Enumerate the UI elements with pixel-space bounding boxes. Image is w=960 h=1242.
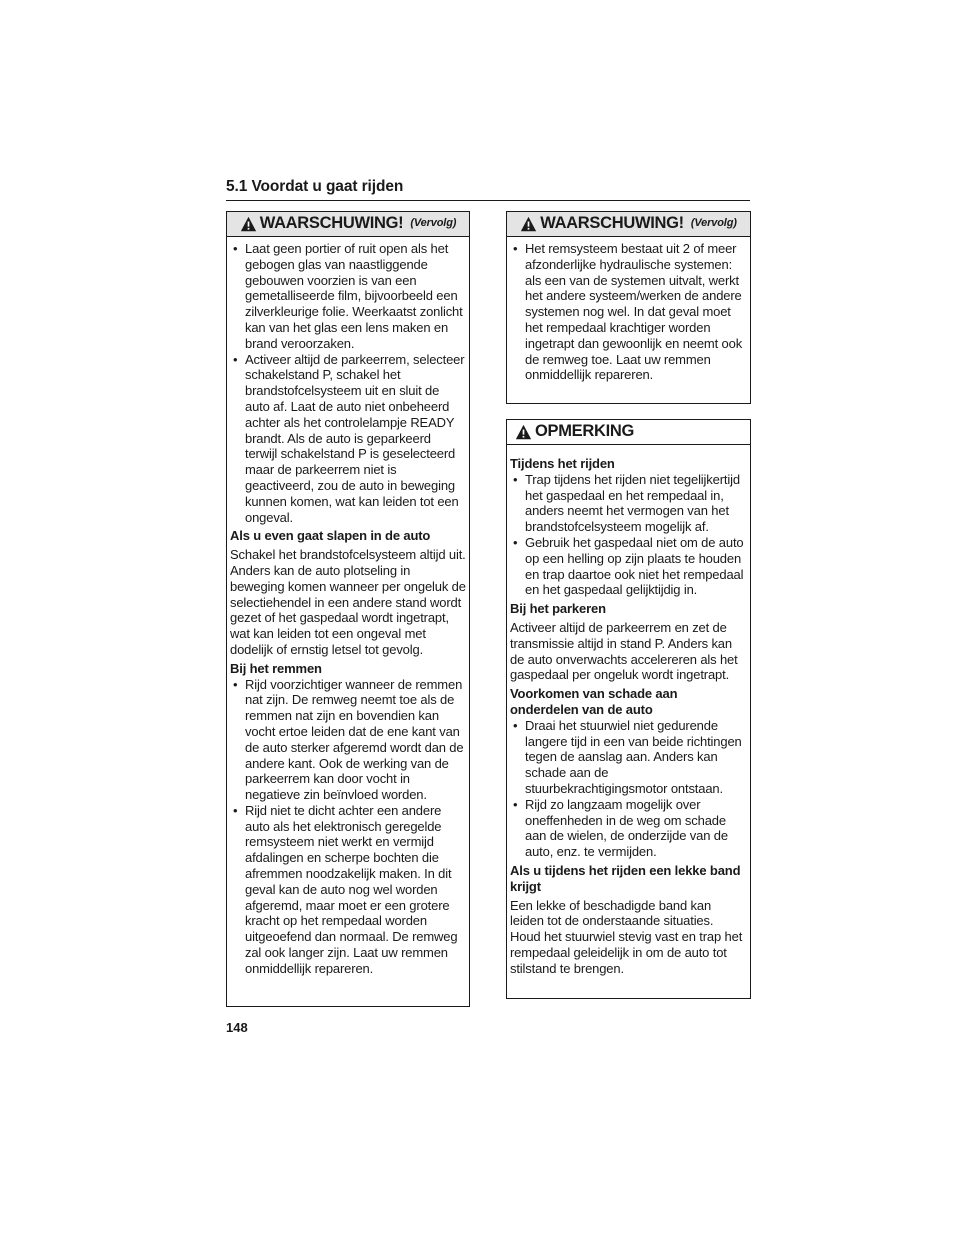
warning-triangle-icon xyxy=(240,216,257,233)
list-item: • Het remsysteem bestaat uit 2 of meer afzonderlijke hydraulische systemen: als een van de systemen uitvalt, werkt het andere systeem/werken de andere systemen nog wel. In dat geval moet het rempedaal krachtiger worden ingetrapt dan gewoonlijk en neemt ook de remweg toe. Laat uw remmen onmiddellijk repareren. xyxy=(513,241,743,383)
subheading: Bij het parkeren xyxy=(510,601,606,617)
note-title: OPMERKING xyxy=(535,422,635,441)
page-number: 148 xyxy=(226,1020,248,1035)
list-item: • Rijd niet te dicht achter een andere auto als het elektronisch geregelde remsysteem niet werkt en vermijd afdalingen en scherpe bochten die afremmen noodzakelijk maken. In dit geval kan de auto nog wel worden afgeremd, maar moet er een grotere kracht op het rempedaal worden uitgeoefend dan normaal. De remweg zal ook langer zijn. Laat uw remmen onmiddellijk repareren. xyxy=(233,802,458,976)
paragraph: Activeer altijd de parkeerrem en zet de transmissie altijd in stand P. Anders kan de auto onverwachts accelereren als het gaspedaal per ongeluk wordt ingetrapt. xyxy=(510,619,738,683)
paragraph: Schakel het brandstofcelsysteem altijd uit. Anders kan de auto plotseling in beweging komen wanneer per ongeluk de selectiehendel in een andere stand wordt gezet of het gaspedaal wordt ingetrapt, wat kan leiden tot een ongeval met dodelijk of ernstig letsel tot gevolg. xyxy=(230,547,466,657)
list-item: • Draai het stuurwiel niet gedurende langere tijd in een van beide richtingen tegen de aanslag aan. Anders kan schade aan de stuurbekrachtigingsmotor ontstaan. xyxy=(513,717,742,796)
warning-triangle-icon xyxy=(515,424,532,441)
warning-box-left xyxy=(226,211,470,1007)
list-item: • Laat geen portier of ruit open als het gebogen glas van naastliggende gebouwen voorzien is van een gemetalliseerde film, bijvoorbeeld een zilverkleurige folie. Weerkaatst zonlicht kan van het glas een lens maken en brand veroorzaken. xyxy=(233,241,463,351)
list-item: • Activeer altijd de parkeerrem, selecteer schakelstand P, schakel het brandstofcelsysteem uit en sluit de auto af. Laat de auto niet onbeheerd achter als het controlelampje READY brandt. Als de auto is geparkeerd terwijl schakelstand P is geselecteerd maar de parkeerrem niet is geactiveerd, zou de auto in beweging kunnen komen, wat kan leiden tot een ongeval. xyxy=(233,351,465,525)
subheading: Als u tijdens het rijden een lekke band krijgt xyxy=(510,862,741,894)
warning-title: WAARSCHUWING! xyxy=(540,214,684,233)
list-item: • Rijd zo langzaam mogelijk over oneffenheden in de weg om schade aan de wielen, de onderzijde van de auto, enz. te vermijden. xyxy=(513,796,728,860)
warning-body xyxy=(227,237,469,977)
warning-title: WAARSCHUWING! xyxy=(259,214,404,233)
list-item: • Gebruik het gaspedaal niet om de auto op een helling op zijn plaats te houden en trap daartoe ook niet het rempedaal en het gaspedaal gelijktijdig in. xyxy=(513,534,744,598)
note-body xyxy=(507,445,750,977)
subheading: Tijdens het rijden xyxy=(510,456,615,471)
list-item: • Rijd voorzichtiger wanneer de remmen nat zijn. De remweg neemt toe als de remmen nat zijn en bovendien kan vocht ertoe leiden dat de ene kant van de auto sterker afgeremd wordt dan de andere kant. Ook de werking van de parkeerrem kan door vocht in negatieve zin beïnvloed worden. xyxy=(233,676,464,803)
warning-triangle-icon xyxy=(520,216,537,233)
warning-subtitle: (Vervolg) xyxy=(410,217,457,230)
list-item: • Trap tijdens het rijden niet tegelijkertijd het gaspedaal en het rempedaal in, anders neemt het vermogen van het brandstofcelsysteem mogelijk af. xyxy=(513,471,740,535)
section-header: 5.1 Voordat u gaat rijden xyxy=(226,178,750,201)
warning-box-header xyxy=(227,212,469,237)
warning-box-right xyxy=(506,211,751,404)
note-box xyxy=(506,419,751,999)
warning-body xyxy=(507,237,750,383)
warning-box-header xyxy=(507,212,750,237)
paragraph: Een lekke of beschadigde band kan leiden tot de onderstaande situaties. Houd het stuurwiel stevig vast en trap het rempedaal geleidelijk in om de auto tot stilstand te brengen. xyxy=(510,897,743,976)
note-box-header xyxy=(507,420,750,445)
subheading: Voorkomen van schade aan onderdelen van de auto xyxy=(510,686,678,717)
subheading: Als u even gaat slapen in de auto xyxy=(230,528,431,544)
subheading: Bij het remmen xyxy=(230,660,322,676)
warning-subtitle: (Vervolg) xyxy=(690,217,737,230)
